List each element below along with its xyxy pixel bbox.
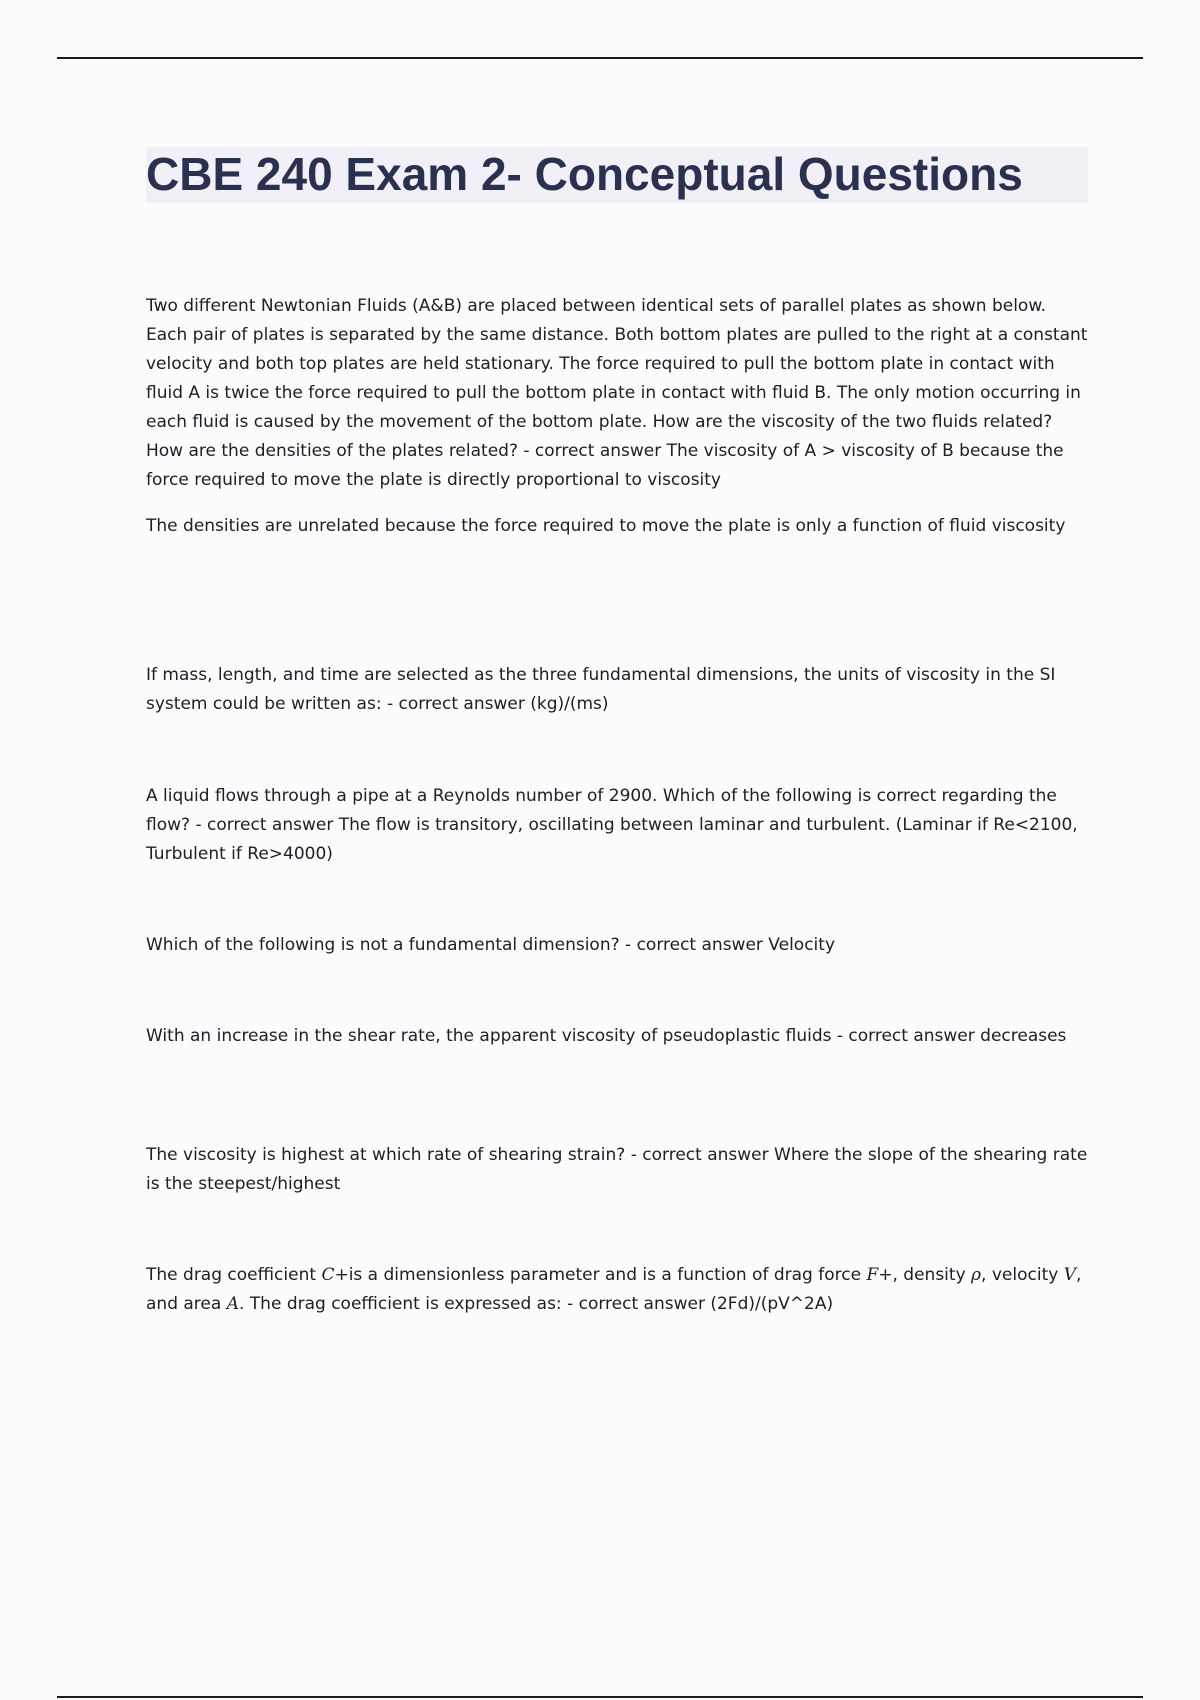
text-segment: +, density xyxy=(878,1265,972,1285)
math-symbol-f: F xyxy=(866,1265,879,1285)
question-text: If mass, length, and time are selected as the three fundamental dimensions, the units of viscosity in the SI system could be written as: - correct answer (kg)/(ms) xyxy=(146,665,1056,714)
question-text xyxy=(146,1261,1091,1319)
text-segment: , and area xyxy=(146,1265,1082,1314)
question-block-3 xyxy=(146,782,1091,869)
math-symbol-rho: ρ xyxy=(971,1265,982,1285)
text-segment: The drag coefficient xyxy=(146,1265,322,1285)
question-text: A liquid flows through a pipe at a Reynolds number of 2900. Which of the following is correct regarding the flow? - correct answer The flow is transitory, oscillating between laminar and turbulent. (Laminar if Re<2100, Turbulent if Re>4000) xyxy=(146,786,1078,864)
text-segment: , velocity xyxy=(981,1265,1064,1285)
question-block-4 xyxy=(146,931,1091,960)
question-block-5 xyxy=(146,1022,1091,1051)
math-symbol-c: C xyxy=(321,1265,335,1285)
question-block-2 xyxy=(146,661,1091,719)
question-block-7 xyxy=(146,1261,1091,1319)
question-text: Two different Newtonian Fluids (A&B) are placed between identical sets of parallel plates as shown below. Each pair of plates is separated by the same distance. Both bottom plates are pulled to the right at a constant velocity and both top plates are held stationary. The force required to pull the bottom plate in contact with fluid A is twice the force required to pull the bottom plate in contact with fluid B. The only motion occurring in each fluid is caused by the movement of the bottom plate. How are the viscosity of the two fluids related? How are the densities of the plates related? - correct answer The viscosity of A > viscosity of B because the force required to move the plate is directly proportional to viscosity xyxy=(146,296,1088,490)
question-text: The viscosity is highest at which rate of shearing strain? - correct answer Where the slope of the shearing rate is the steepest/highest xyxy=(146,1145,1088,1194)
footer-rule xyxy=(57,1696,1143,1698)
question-block-1 xyxy=(146,292,1091,541)
answer-continuation: The densities are unrelated because the force required to move the plate is only a function of fluid viscosity xyxy=(146,516,1066,536)
question-block-6 xyxy=(146,1141,1091,1199)
question-text: With an increase in the shear rate, the apparent viscosity of pseudoplastic fluids - correct answer decreases xyxy=(146,1026,1067,1046)
text-segment: . The drag coefficient is expressed as: - correct answer (2Fd)/(pV^2A) xyxy=(238,1294,834,1314)
text-segment: +is a dimensionless parameter and is a function of drag force xyxy=(334,1265,867,1285)
question-text: Which of the following is not a fundamental dimension? - correct answer Velocity xyxy=(146,935,835,955)
document-title: CBE 240 Exam 2- Conceptual Questions xyxy=(146,148,1023,200)
header-rule xyxy=(57,57,1143,59)
math-symbol-v: V xyxy=(1063,1265,1076,1285)
math-symbol-a: A xyxy=(226,1294,239,1314)
